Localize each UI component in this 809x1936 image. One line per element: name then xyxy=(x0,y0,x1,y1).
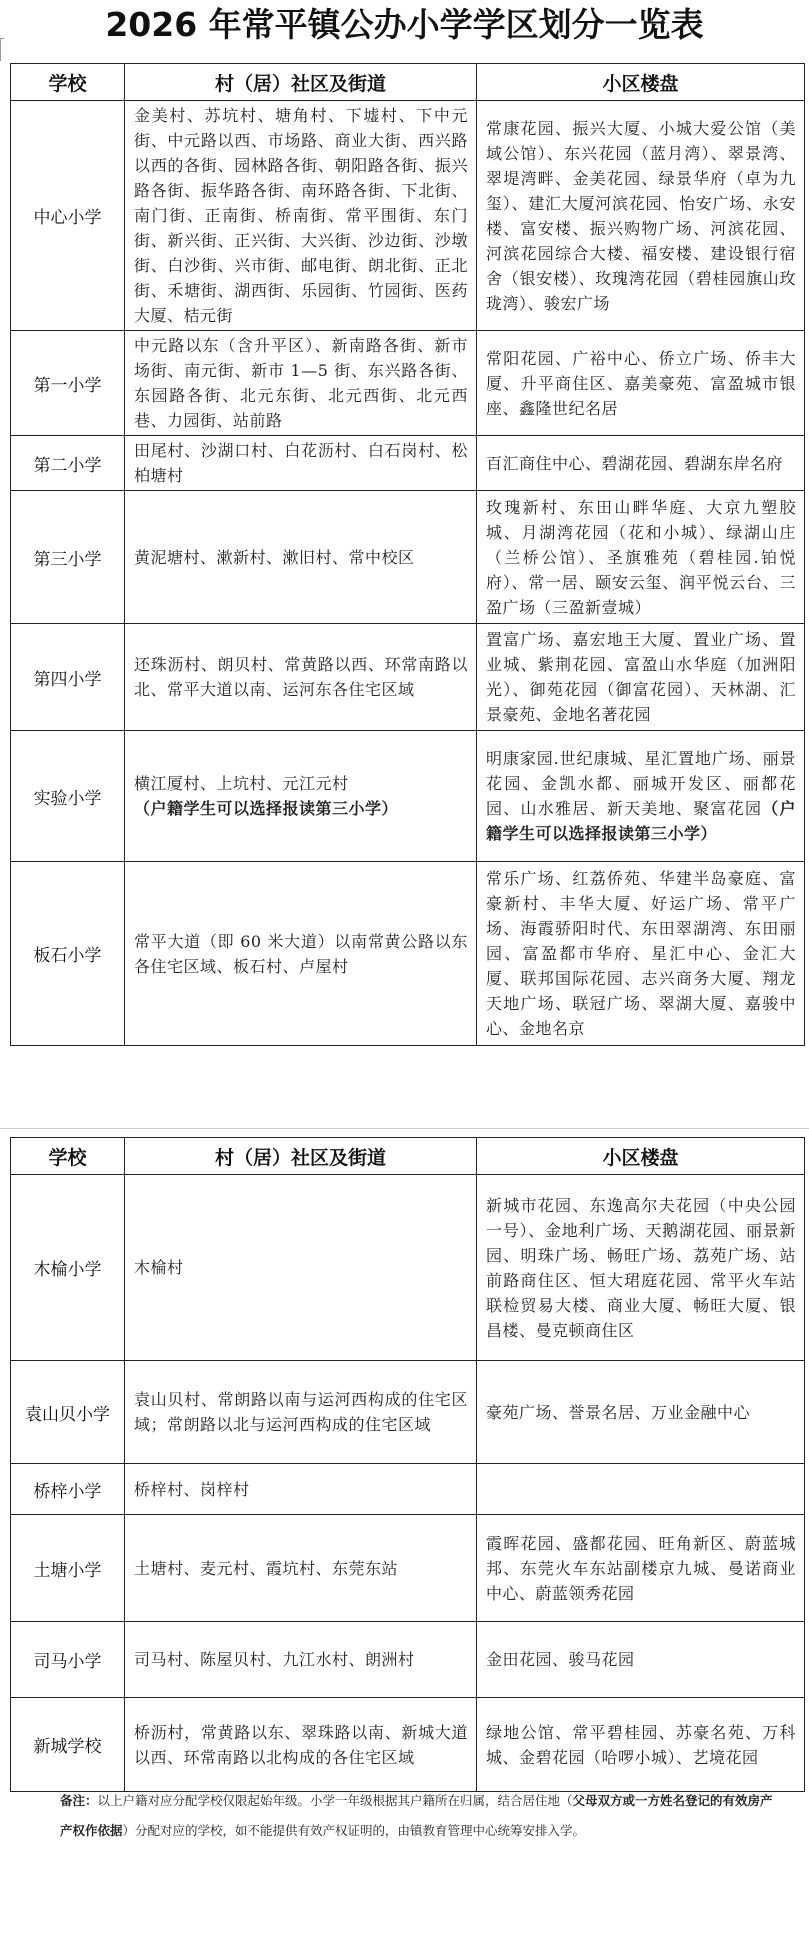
estate-list: 常阳花园、广裕中心、侨立广场、侨丰大厦、升平商住区、嘉美豪苑、富盈城市银座、鑫隆世纪名居 xyxy=(477,331,805,436)
school-name: 袁山贝小学 xyxy=(11,1361,125,1464)
table-row xyxy=(11,862,805,1046)
estate-list: 霞晖花园、盛都花园、旺角新区、蔚蓝城邦、东莞火车东站副楼京九城、曼诺商业中心、蔚蓝领秀花园 xyxy=(477,1515,805,1622)
table-header-row xyxy=(11,1138,805,1175)
estate-list: 常康花园、振兴大厦、小城大爱公馆（美域公馆）、东兴花园（蓝月湾）、翠景湾、翠堤湾畔、金美花园、绿景华府（卓为九玺）、建汇大厦河滨花园、怡安广场、永安楼、富安楼、振兴购物广场、河滨花园、河滨花园综合大楼、福安楼、建设银行宿舍（银安楼）、玫瑰湾花园（碧桂园旗山玫珑湾）、骏宏广场 xyxy=(477,101,805,331)
village-note: （户籍学生可以选择报读第三小学） xyxy=(134,799,399,818)
school-name: 新城学校 xyxy=(11,1698,125,1792)
estate-list: 玫瑰新村、东田山畔华庭、大京九塑胶城、月湖湾花园（花和小城）、绿湖山庄（兰桥公馆）、圣旗雅苑（碧桂园.铂悦府）、常一居、颐安云玺、润平悦云台、三盈广场（三盈新壹城） xyxy=(477,491,805,624)
table-row xyxy=(11,731,805,862)
table-row xyxy=(11,1175,805,1361)
school-name: 第四小学 xyxy=(11,624,125,731)
estate-list: 金田花园、骏马花园 xyxy=(477,1622,805,1698)
table-row xyxy=(11,1622,805,1698)
table-row xyxy=(11,101,805,331)
school-name: 木棆小学 xyxy=(11,1175,125,1361)
village-list xyxy=(125,731,477,862)
footnote-text-1: 以上户籍对应分配学校仅限起始年级。小学一年级根据其户籍所在归属，结合居住地（ xyxy=(97,1793,573,1808)
village-list: 金美村、苏坑村、塘角村、下墟村、下中元街、中元路以西、市场路、商业大街、西兴路以西的各街、园林路各街、朝阳路各街、振兴路各街、振华路各街、南环路各街、下北街、南门街、正南街、桥南街、常平围街、东门街、新兴街、正兴街、大兴街、沙边街、沙墩街、白沙街、兴市街、邮电街、朗北街、正北街、禾塘街、湖西街、乐园街、竹园街、医药大厦、桔元街 xyxy=(125,101,477,331)
footnote xyxy=(60,1786,780,1846)
header-village: 村（居）社区及街道 xyxy=(125,64,477,101)
school-name: 司马小学 xyxy=(11,1622,125,1698)
village-list: 司马村、陈屋贝村、九江水村、朗洲村 xyxy=(125,1622,477,1698)
page-corner-mark xyxy=(0,38,4,61)
district-table-2 xyxy=(10,1137,805,1792)
estate-list xyxy=(477,1464,805,1515)
header-estate: 小区楼盘 xyxy=(477,1138,805,1175)
school-name: 第三小学 xyxy=(11,491,125,624)
school-name: 实验小学 xyxy=(11,731,125,862)
village-list: 还珠沥村、朗贝村、常黄路以西、环常南路以北、常平大道以南、运河东各住宅区域 xyxy=(125,624,477,731)
footnote-label: 备注： xyxy=(60,1793,98,1808)
estate-list: 常乐广场、红荔侨苑、华建半岛豪庭、富豪新村、丰华大厦、好运广场、常平广场、海霞骄阳时代、东田翠湖湾、东田丽园、富盈都市华府、星汇中心、金汇大厦、联邦国际花园、志兴商务大厦、翔龙天地广场、联冠广场、翠湖大厦、嘉骏中心、金地名京 xyxy=(477,862,805,1046)
table-row xyxy=(11,436,805,491)
table-row xyxy=(11,1361,805,1464)
village-list: 木棆村 xyxy=(125,1175,477,1361)
estate-list: 新城市花园、东逸高尔夫花园（中央公园一号）、金地利广场、天鹅湖花园、丽景新园、明珠广场、畅旺广场、荔苑广场、站前路商住区、恒大珺庭花园、常平火车站联检贸易大楼、商业大厦、畅旺大厦、银昌楼、曼克顿商住区 xyxy=(477,1175,805,1361)
school-name: 桥梓小学 xyxy=(11,1464,125,1515)
school-name: 第一小学 xyxy=(11,331,125,436)
estate-note: （户籍学生可以选择报读第三小学） xyxy=(486,799,796,843)
header-school: 学校 xyxy=(11,64,125,101)
village-list: 土塘村、麦元村、霞坑村、东莞东站 xyxy=(125,1515,477,1622)
estate-list: 绿地公馆、常平碧桂园、苏豪名苑、万科城、金碧花园（哈啰小城）、艺境花园 xyxy=(477,1698,805,1792)
village-list: 黄泥塘村、漱新村、漱旧村、常中校区 xyxy=(125,491,477,624)
footnote-bold: 父母双方或一方姓名登记的有效房产产权作依据 xyxy=(60,1793,773,1838)
table-row xyxy=(11,491,805,624)
estate-list: 百汇商住中心、碧湖花园、碧湖东岸名府 xyxy=(477,436,805,491)
school-name: 土塘小学 xyxy=(11,1515,125,1622)
village-list: 袁山贝村、常朗路以南与运河西构成的住宅区域；常朗路以北与运河西构成的住宅区域 xyxy=(125,1361,477,1464)
estate-list: 豪苑广场、誉景名居、万业金融中心 xyxy=(477,1361,805,1464)
header-estate: 小区楼盘 xyxy=(477,64,805,101)
header-village: 村（居）社区及街道 xyxy=(125,1138,477,1175)
table-row xyxy=(11,624,805,731)
table-row xyxy=(11,1698,805,1792)
school-name: 板石小学 xyxy=(11,862,125,1046)
village-list: 中元路以东（含升平区）、新南路各街、新市场街、南元街、新市 1—5 街、东兴路各街、东园路各街、北元东街、北元西街、北元西巷、力园街、站前路 xyxy=(125,331,477,436)
village-text: 横江厦村、上坑村、元江元村 xyxy=(134,774,349,793)
table-row xyxy=(11,1515,805,1622)
village-list: 桥梓村、岗梓村 xyxy=(125,1464,477,1515)
table-header-row xyxy=(11,64,805,101)
page-break xyxy=(0,1128,809,1135)
footnote-text-2: ）分配对应的学校，如不能提供有效产权证明的，由镇教育管理中心统筹安排入学。 xyxy=(122,1823,586,1838)
village-list: 常平大道（即 60 米大道）以南常黄公路以东各住宅区域、板石村、卢屋村 xyxy=(125,862,477,1046)
school-name: 第二小学 xyxy=(11,436,125,491)
estate-list xyxy=(477,731,805,862)
estate-text: 明康家园.世纪康城、星汇置地广场、丽景花园、金凯水都、丽城开发区、丽都花园、山水雅居、新天美地、聚富花园 xyxy=(486,749,796,818)
header-school: 学校 xyxy=(11,1138,125,1175)
village-list: 田尾村、沙湖口村、白花沥村、白石岗村、松柏塘村 xyxy=(125,436,477,491)
table-row xyxy=(11,331,805,436)
table-row xyxy=(11,1464,805,1515)
village-list: 桥沥村，常黄路以东、翠珠路以南、新城大道以西、环常南路以北构成的各住宅区域 xyxy=(125,1698,477,1792)
page-title: 2026 年常平镇公办小学学区划分一览表 xyxy=(105,5,704,44)
estate-list: 置富广场、嘉宏地王大厦、置业广场、置业城、紫荆花园、富盈山水华庭（加洲阳光）、御苑花园（御富花园）、天林湖、汇景豪苑、金地名著花园 xyxy=(477,624,805,731)
district-table-1 xyxy=(10,63,805,1046)
school-name: 中心小学 xyxy=(11,101,125,331)
